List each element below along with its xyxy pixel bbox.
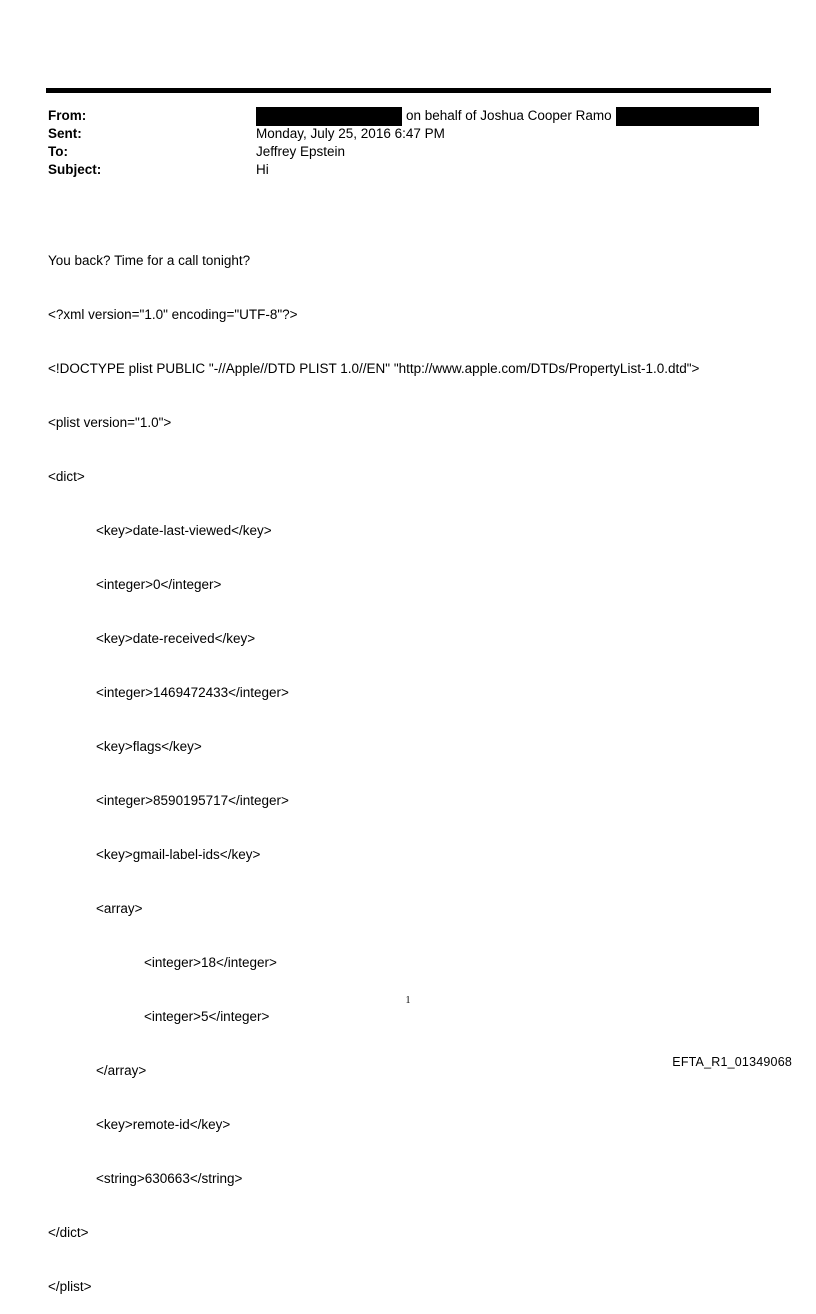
body-line: <string>630663</string>: [96, 1171, 243, 1186]
body-line: </plist>: [48, 1279, 92, 1294]
subject-label: Subject:: [48, 162, 102, 177]
body-line: <key>remote-id</key>: [96, 1117, 231, 1132]
body-line: <integer>1469472433</integer>: [96, 685, 289, 700]
page-number: 1: [405, 995, 411, 1006]
body-line: <dict>: [48, 469, 85, 484]
body-line: <?xml version="1.0" encoding="UTF-8"?>: [48, 307, 298, 322]
body-line: <key>gmail-label-ids</key>: [96, 847, 261, 862]
to-value: Jeffrey Epstein: [256, 144, 346, 159]
subject-value: Hi: [256, 162, 269, 177]
body-line: <key>date-last-viewed</key>: [96, 523, 272, 538]
body-line: <array>: [96, 901, 143, 916]
body-line: You back? Time for a call tonight?: [48, 253, 251, 268]
body-line: <key>flags</key>: [96, 739, 202, 754]
from-sender-text: on behalf of Joshua Cooper Ramo: [406, 108, 612, 123]
sent-value: Monday, July 25, 2016 6:47 PM: [256, 126, 445, 141]
document-id: EFTA_R1_01349068: [672, 1055, 792, 1069]
body-line: <key>date-received</key>: [96, 631, 256, 646]
body-line: <!DOCTYPE plist PUBLIC "-//Apple//DTD PLIST 1.0//EN" "http://www.apple.com/DTDs/PropertyList-1.0.dtd">: [48, 361, 700, 376]
from-label: From:: [48, 108, 87, 123]
redaction-box: [616, 107, 759, 126]
body-line: <integer>5</integer>: [144, 1009, 270, 1024]
email-body: [48, 216, 699, 1314]
redaction-box: [256, 107, 402, 126]
body-line: <plist version="1.0">: [48, 415, 172, 430]
body-line: <integer>0</integer>: [96, 577, 222, 592]
body-line: </array>: [96, 1063, 147, 1078]
body-line: <integer>8590195717</integer>: [96, 793, 289, 808]
to-label: To:: [48, 144, 68, 159]
sent-label: Sent:: [48, 126, 82, 141]
from-value: [256, 107, 759, 126]
body-line: </dict>: [48, 1225, 89, 1240]
body-line: <integer>18</integer>: [144, 955, 277, 970]
header-rule: [46, 88, 771, 93]
